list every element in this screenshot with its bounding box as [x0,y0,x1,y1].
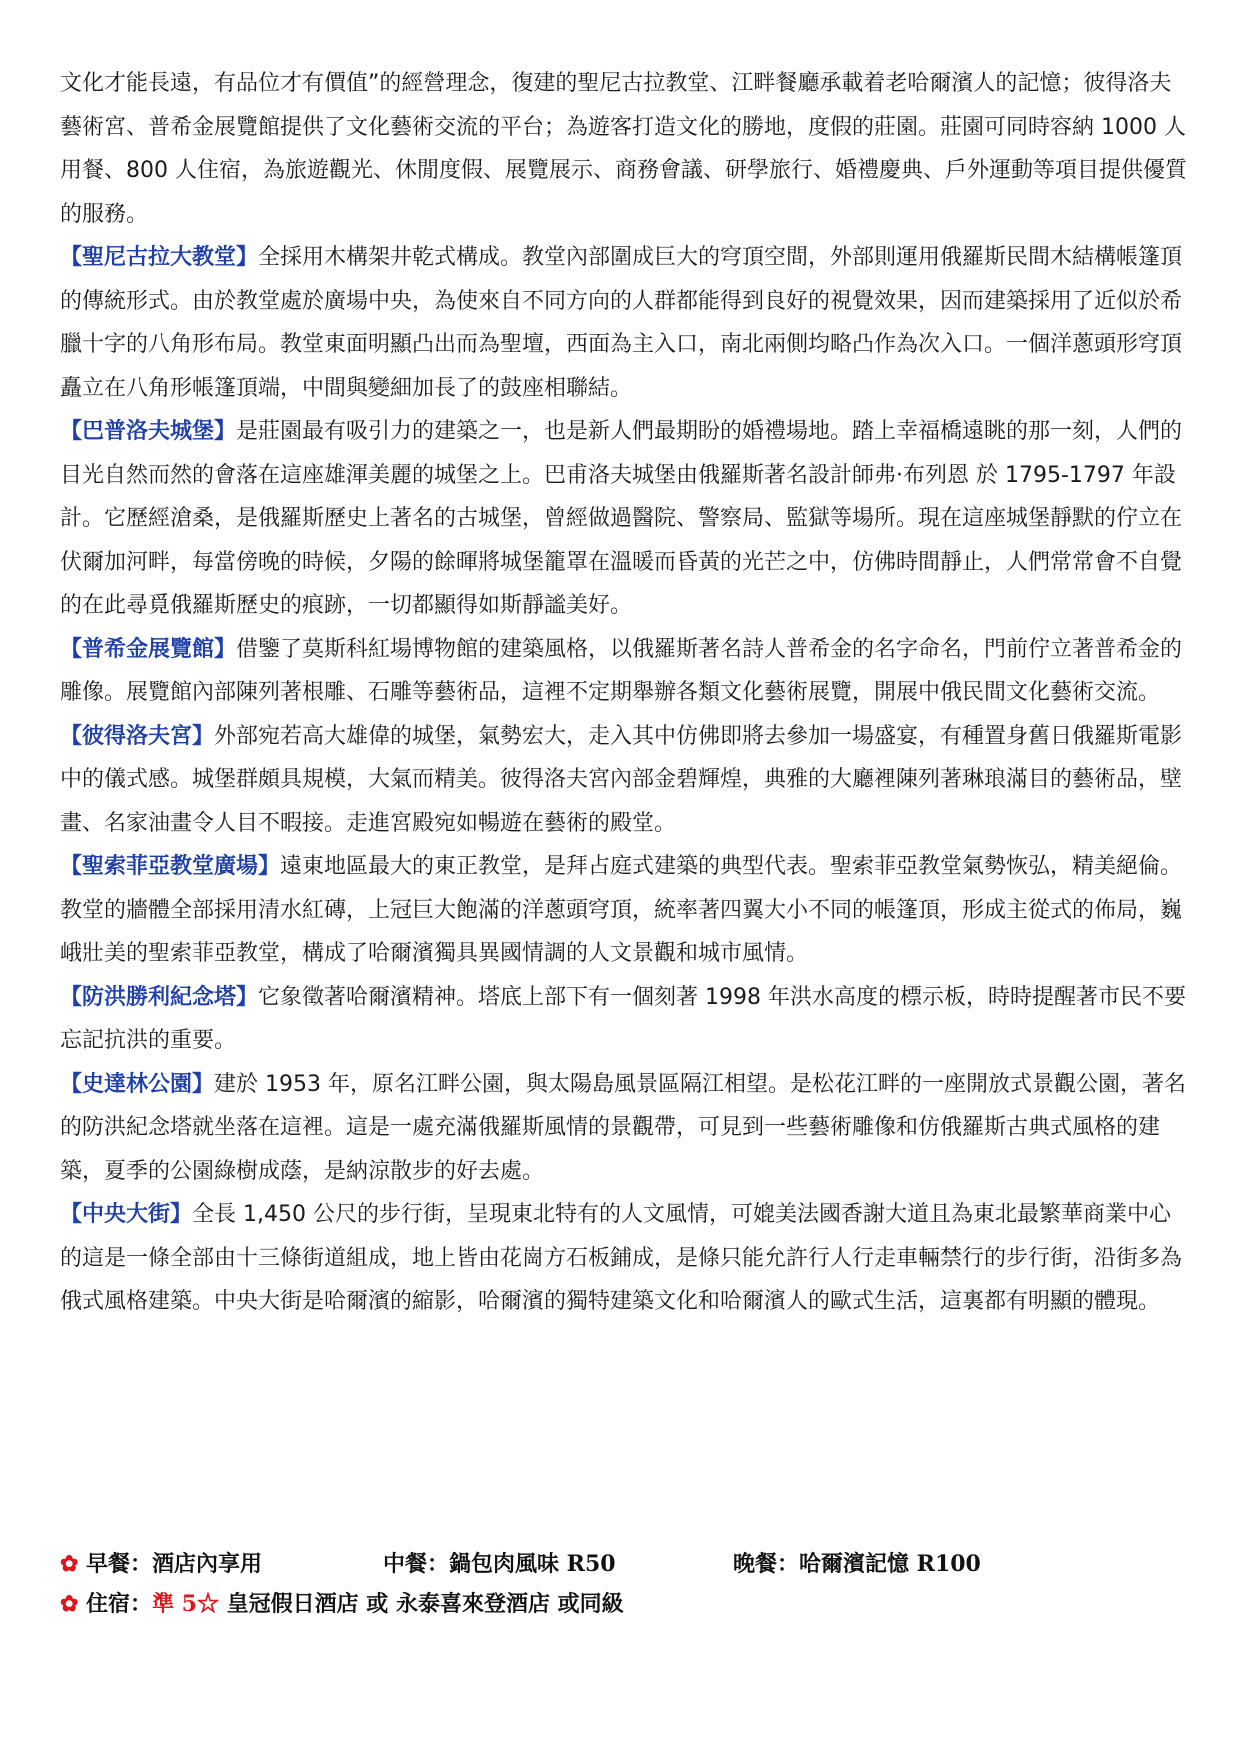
itinerary-text [60,62,1190,1324]
section-body: 借鑒了莫斯科紅場博物館的建築風格，以俄羅斯著名詩人普希金的名字命名，門前佇立著普希金的雕像。展覽館內部陳列著根雕、石雕等藝術品，這裡不定期舉辦各類文化藝術展覽，開展中俄民間文化藝術交流。 [60,636,1183,705]
dinner-text: 晚餐：哈爾濱記憶 R100 [733,1551,981,1577]
section-pushkin-hall [60,628,1190,715]
section-title: 【史達林公園】 [60,1071,215,1097]
section-body: 建於 1953 年，原名江畔公園，與太陽島風景區隔江相望。是松花江畔的一座開放式景觀公園，著名的防洪紀念塔就坐落在這裡。這是一處充滿俄羅斯風情的景觀帶，可見到一些藝術雕像和仿俄羅斯古典式風格的建築，夏季的公園綠樹成蔭，是納涼散步的好去處。 [60,1071,1186,1184]
section-title: 【彼得洛夫宮】 [60,723,215,749]
section-flood-tower [60,976,1190,1063]
section-body: 全長 1,450 公尺的步行街，呈現東北特有的人文風情，可媲美法國香謝大道且為東北最繁華商業中心的這是一條全部由十三條街道組成，地上皆由花崗方石板鋪成，是條只能允許行人行走車輛禁行的步行街，沿街多為俄式風格建築。中央大街是哈爾濱的縮影，哈爾濱的獨特建築文化和哈爾濱人的歐式生活，這裏都有明顯的體現。 [60,1202,1183,1314]
section-title: 【聖尼古拉大教堂】 [60,245,259,270]
section-title: 【聖索菲亞教堂廣場】 [60,854,281,879]
flower-icon: ✿ [60,1551,79,1577]
meals-line [60,1544,1190,1584]
section-title: 【巴普洛夫城堡】 [60,419,237,444]
hotel-label: 住宿： [86,1591,153,1617]
section-body: 全採用木構架井乾式構成。教堂內部圍成巨大的穹頂空間，外部則運用俄羅斯民間木結構帳篷頂的傳統形式。由於教堂處於廣場中央，為使來自不同方向的人群都能得到良好的視覺效果，因而建築採用了近似於希臘十字的八角形布局。教堂東面明顯凸出而為聖壇，西面為主入口，南北兩側均略凸作為次入口。一個洋蔥頭形穹頂矗立在八角形帳篷頂端，中間與變細加長了的鼓座相聯結。 [60,245,1183,401]
section-body: 外部宛若高大雄偉的城堡，氣勢宏大，走入其中仿佛即將去參加一場盛宴，有種置身舊日俄羅斯電影中的儀式感。城堡群頗具規模，大氣而精美。彼得洛夫宮內部金碧輝煌，典雅的大廳裡陳列著琳琅滿目的藝術品，壁畫、名家油畫令人目不暇接。走進宮殿宛如暢遊在藝術的殿堂。 [60,723,1183,836]
intro-paragraph: 文化才能長遠，有品位才有價值”的經營理念，復建的聖尼古拉教堂、江畔餐廳承載着老哈爾濱人的記憶；彼得洛夫藝術宮、普希金展覽館提供了文化藝術交流的平台；為遊客打造文化的勝地，度假的莊園。莊園可同時容納 1000 人用餐、800 人住宿，為旅遊觀光、休閒度假、展覽展示、商務會議、研學旅行、婚禮慶典、戶外運動等項目提供優質的服務。 [60,71,1187,227]
breakfast-text: 早餐：酒店內享用 [86,1551,263,1577]
hotel-line [60,1584,1190,1624]
section-title: 【中央大街】 [60,1202,193,1227]
section-st-sophia [60,845,1190,976]
hotel-names: 皇冠假日酒店 或 永泰喜來登酒店 或同級 [218,1591,624,1617]
section-title: 【普希金展覽館】 [60,636,237,662]
section-body: 是莊園最有吸引力的建築之一，也是新人們最期盼的婚禮場地。踏上幸福橋遠眺的那一刻，人們的目光自然而然的會落在這座雄渾美麗的城堡之上。巴甫洛夫城堡由俄羅斯著名設計師弗·布列恩 於 1795-1797 年設計。它歷經滄桑，是俄羅斯歷史上著名的古城堡，曾經做過醫院、警察局、監獄等場所。現在這座城堡靜默的佇立在伏爾加河畔，每當傍晚的時候，夕陽的餘暉將城堡籠罩在溫暖而昏黃的光芒之中，仿佛時間靜止，人們常常會不自覺的在此尋覓俄羅斯歷史的痕跡，一切都顯得如斯靜謐美好。 [60,419,1183,618]
section-stalin-park [60,1063,1190,1194]
hotel-grade: 準 5☆ [152,1591,219,1617]
section-pavlov-castle [60,410,1190,628]
lunch-text: 中餐：鍋包肉風味 R50 [383,1551,616,1577]
section-title: 【防洪勝利紀念塔】 [60,984,259,1010]
flower-icon: ✿ [60,1591,79,1617]
section-body: 它象徵著哈爾濱精神。塔底上部下有一個刻著 1998 年洪水高度的標示板，時時提醒著市民不要忘記抗洪的重要。 [60,984,1186,1053]
section-st-nicholas [60,236,1190,410]
section-central-street [60,1193,1190,1324]
breakfast-item [60,1544,262,1584]
section-body: 遠東地區最大的東正教堂，是拜占庭式建築的典型代表。聖索菲亞教堂氣勢恢弘，精美絕倫。教堂的牆體全部採用清水紅磚，上冠巨大飽滿的洋蔥頭穹頂，統率著四翼大小不同的帳篷頂，形成主從式的佈局，巍峨壯美的聖索菲亞教堂，構成了哈爾濱獨具異國情調的人文景觀和城市風情。 [60,854,1183,966]
section-petrov-palace [60,715,1190,846]
